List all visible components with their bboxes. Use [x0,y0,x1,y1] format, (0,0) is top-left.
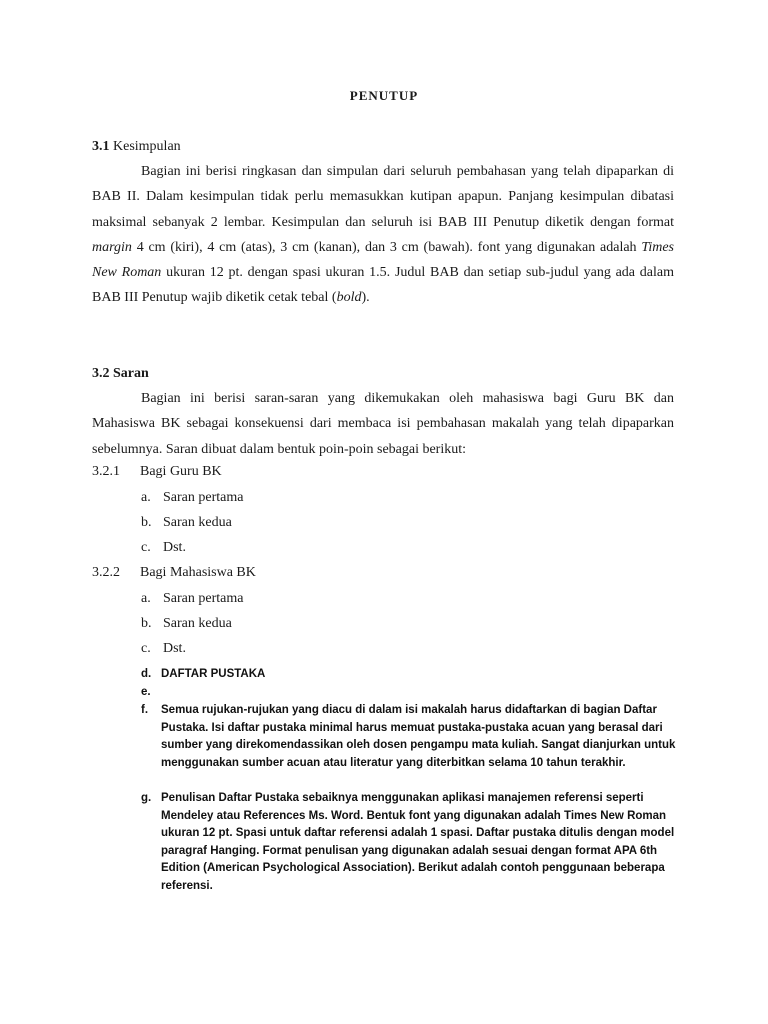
section-kesimpulan [92,134,674,310]
page-title: PENUTUP [349,88,419,103]
list-letter: b. [141,616,152,631]
saran-paragraph: Bagian ini berisi saran-saran yang dikemukakan oleh mahasiswa bagi Guru BK dan Mahasiswa BK sebagai konsekuensi dari membaca isi pembahasan makalah yang telah dipaparkan sebelumnya. Saran dibuat dalam bentuk poin-poin sebagai berikut: [92,391,674,457]
list-item [141,641,186,657]
text-run: 4 cm (kiri), 4 cm (atas), 3 cm (kanan), dan 3 cm (bawah). font yang digunakan adalah [131,239,642,255]
list-text: Dst. [163,641,186,656]
list-letter: f. [141,704,149,716]
list-text: Dst. [163,540,186,555]
subsection-number: 3.2.2 [92,565,120,580]
pustaka-paragraph: Penulisan Daftar Pustaka sebaiknya menggunakan aplikasi manajemen referensi seperti Mendeley atau References Ms. Word. Bentuk font yang digunakan adalah Times New Roman ukuran 12 pt. Spasi untuk daftar referensi adalah 1 spasi. Daftar pustaka ditulis dengan model paragraf Hanging. Format penulisan yang digunakan adalah sesuai dengan format APA 6th Edition (American Psychological Association). Berikut adalah contoh penggunaan beberapa referensi. [161,792,675,892]
section-number: 3.1 [92,139,110,154]
list-letter: d. [141,668,152,680]
subsection-guru-bk [92,464,222,480]
subsection-title: Bagi Guru BK [140,464,222,479]
daftar-pustaka-heading: DAFTAR PUSTAKA [161,668,266,680]
list-letter: c. [141,540,151,555]
pustaka-paragraph: Semua rujukan-rujukan yang diacu di dalam isi makalah harus didaftarkan di bagian Daftar Pustaka. Isi daftar pustaka minimal harus memuat pustaka-pustaka acuan yang berasal dari sumber yang direkomendassikan oleh dosen pengampu mata kuliah. Sangat dianjurkan untuk menggunakan sumber acuan atau literatur yang diterbitkan selama 10 tahun terakhir. [161,704,676,769]
section-saran [92,361,674,462]
list-letter: b. [141,515,152,530]
list-letter: c. [141,641,151,656]
subsection-mahasiswa-bk [92,565,256,581]
list-item [141,515,232,531]
list-item-empty [141,684,681,702]
section-heading-kesimpulan [92,134,674,159]
list-text: Saran pertama [163,591,244,606]
subsection-number: 3.2.1 [92,464,120,479]
italic-term: margin [92,239,132,255]
section-title: Kesimpulan [113,139,181,154]
list-item-daftar-pustaka [141,666,681,684]
list-item [141,616,232,632]
list-text: Saran pertama [163,490,244,505]
section-heading-saran: 3.2 Saran [92,366,149,381]
kesimpulan-paragraph [92,159,674,310]
list-item [141,591,243,607]
subsection-title: Bagi Mahasiswa BK [140,565,256,580]
list-text: Saran kedua [163,616,232,631]
list-letter: a. [141,591,151,606]
list-item-pustaka-f [141,702,681,772]
list-text: Saran kedua [163,515,232,530]
empty-text [161,684,681,702]
italic-term: Times New Roman [92,239,674,281]
list-item [141,540,186,556]
list-letter: g. [141,792,152,804]
list-item [141,490,243,506]
text-run: ). [361,290,370,306]
text-run: Bagian ini berisi ringkasan dan simpulan dari seluruh pembahasan yang telah dipaparkan di BAB II. Dalam kesimpulan tidak perlu memasukkan kutipan apapun. Panjang kesimpulan dibatasi maksimal sebanyak 2 lembar. Kesimpulan dan seluruh isi BAB III Penutup diketik dengan format [92,164,674,230]
list-letter: a. [141,490,151,505]
text-run: ukuran 12 pt. dengan spasi ukuran 1.5. Judul BAB dan setiap sub-judul yang ada dalam BAB III Penutup wajib diketik cetak tebal ( [92,265,674,306]
list-item-pustaka-g [141,790,681,896]
list-letter: e. [141,686,151,698]
italic-term: bold [336,290,362,306]
